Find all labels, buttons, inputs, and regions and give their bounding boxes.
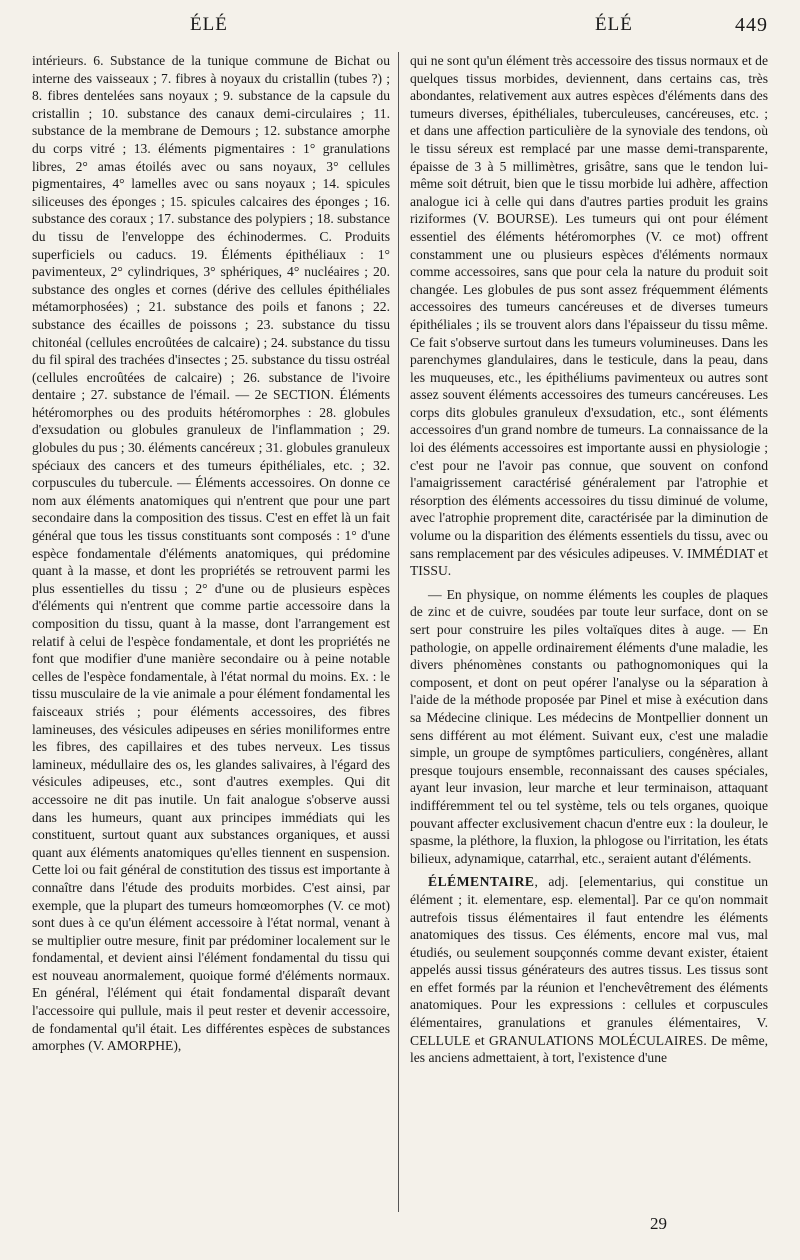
column-divider — [398, 52, 399, 1212]
left-column — [32, 52, 390, 1220]
running-head — [30, 14, 770, 44]
entry-headword: ÉLÉMENTAIRE — [428, 874, 535, 890]
entry-elementaire — [410, 873, 768, 1067]
right-running-head: ÉLÉ — [595, 14, 633, 35]
signature-mark: 29 — [650, 1214, 667, 1233]
left-running-head: ÉLÉ — [190, 14, 228, 35]
right-column-text-2: — En physique, on nomme éléments les couples de plaques de zinc et de cuivre, soudées par toute leur surface, dont on se sert pour construire les piles voltaïques dites à auge. — En pathologie, on appelle ordinairement éléments d'une maladie, les divers phénomènes constants ou pathognomoniques qui la composent, et dont on peut opérer l'analyse ou la séparation à l'aide de la méthode proposée par Pinel et mise à exécution dans sa Médecine clinique. Les médecins de Montpellier donnent un sens différent au mot élément. Suivant eux, c'est une maladie simple, un groupe de symptômes particuliers, congénères, allant presque toujours ensemble, reconnaissant des causes spéciales, ayant leur invasion, leur marche et leur terminaison, attaquant indifféremment tel ou tel système, tels ou tels organes, quoique pouvant affecter exclusivement chacun d'entre eux : la douleur, le spasme, la pléthore, la fluxion, la phlogose ou l'irritation, les états bilieux, adynamique, catarrhal, etc., seraient autant d'éléments. — [410, 586, 768, 866]
entry-body: , adj. [elementarius, qui constitue un élément ; it. elementare, esp. elemental]. Par ce qu'on nommait autrefois tissus élémentaires il faut entendre les éléments anatomiques des tissus. Ces éléments, encore mal vus, mal étudiés, ou seulement soupçonnés comme devant exister, étaient appelés aussi tissus générateurs des autres tissus. Les tissus sont en effet formés par la réunion et l'enchevêtrement des éléments anatomiques. Pour les expressions : cellules et corpuscules élémentaires, granulations et granules élémentaires, V. CELLULE et GRANULATIONS MOLÉCULAIRES. De même, les anciens admettaient, à tort, l'existence d'une — [410, 874, 768, 1066]
right-column — [410, 52, 768, 1220]
page-number: 449 — [735, 14, 768, 36]
right-column-text-1: qui ne sont qu'un élément très accessoire des tissus normaux et de quelques tissus morbides, deviennent, dans certains cas, très abondantes, relativement aux autres espèces d'éléments dans des tumeurs diverses, épithéliales, tuberculeuses, cancéreuses, etc. ; et dans une affection particulière de la synoviale des tendons, où le tissu séreux est remplacé par une masse demi-transparente, épaisse de 3 à 5 millimètres, grisâtre, sans que le tendon lui-même soit détruit, bien que le tissu morbide lui adhère, affection analogue ici à celle qui dans d'autres parties produit les grains riziformes (V. BOURSE). Les tumeurs qui ont pour élément essentiel des éléments hétéromorphes (V. ce mot) offrent constamment une ou plusieurs espèces d'éléments normaux comme accessoires, sans que pour cela la nature du produit soit changée. Les globules de pus sont assez fréquemment éléments accessoires des tumeurs cancéreuses et de diverses tumeurs épithéliales ; ils se trouvent alors dans l'épaisseur du tissu même. Ce fait s'observe surtout dans les tumeurs volumineuses. Dans les parenchymes glandulaires, dans le testicule, dans la peau, dans les muqueuses, etc., les épithéliums pavimenteux ou autres sont assez souvent éléments accessoires des tumeurs cancéreuses. Les corps dits globules granuleux d'exsudation, etc., sont éléments accessoires d'un grand nombre de tumeurs. La connaissance de la loi des éléments accessoires est importante aussi en physiologie ; c'est pour ne l'avoir pas connue, que souvent on confond l'amaigrissement caractérisé généralement par l'atrophie et résorption des éléments accessoires du tissu diminué de volume, avec l'atrophie proprement dite, caractérisée par la diminution de volume ou la disparition des éléments essentiels du tissu, avec ou sans remplacement par des vésicules adipeuses. V. IMMÉDIAT et TISSU. — [410, 53, 768, 579]
left-column-text: intérieurs. 6. Substance de la tunique commune de Bichat ou interne des vaisseaux ; 7. fibres à noyaux du cristallin (tubes ?) ; 8. fibres dentelées sans noyaux ; 9. substance de la capsule du cristallin ; 10. substance des canaux demi-circulaires ; 11. substance de la membrane de Demours ; 12. substance amorphe du corps vitré ; 13. éléments pigmentaires : 1° granulations libres, 2° amas étoilés avec ou sans noyaux, 3° cellules pigmentaires, 4° lamelles avec ou sans noyaux ; 14. spicules siliceuses des éponges ; 15. spicules calcaires des éponges ; 16. substance des coraux ; 17. substance des polypiers ; 18. substance du tissu de l'enveloppe des échinodermes. C. Produits superficiels ou caducs. 19. Éléments épithéliaux : 1° pavimenteux, 2° cylindriques, 3° sphériques, 4° nucléaires ; 20. substance des ongles et cornes (dérive des cellules épithéliales métamorphosées) ; 21. substance des poils et fanons ; 22. substance des écailles de poissons ; 23. substance du tissu chitonéal (cellules encroûtées de calcaire) ; 24. substance du tissu du fil spiral des trachées d'insectes ; 25. substance du tissu ostréal (cellules encroûtées de calcaire) ; 26. substance de l'ivoire dentaire ; 27. substance de l'émail. — 2e SECTION. Éléments hétéromorphes ou des produits hétéromorphes : 28. globules d'exsudation ou globules granuleux de l'inflammation ; 29. globules du pus ; 30. éléments cancéreux ; 31. globules granuleux spéciaux des cancers et des tumeurs épithéliales, etc. ; 32. corpuscules du tubercule. — Éléments accessoires. On donne ce nom aux éléments anatomiques qui n'entrent que pour une part secondaire dans la composition des tissus. C'est en effet là un fait général que tous les tissus constituants sont composés : 1° d'une espèce fondamentale d'éléments anatomiques, qui prédomine quant à la masse, et dont les propriétés se retrouvent parmi les plus essentielles du tissu ; 2° d'une ou de plusieurs espèces d'éléments qui n'entrent que comme partie accessoire dans la composition du tissu, quant à la masse, dont l'arrangement est relatif à celui de l'espèce fondamentale, et dont les propriétés ne font que modifier d'une manière secondaire ou à peine notable celles de l'espèce fondamentale, à l'état normal du moins. Ex. : le tissu musculaire de la vie animale a pour élément fondamental les faisceaux striés ; pour éléments accessoires, des fibres lamineuses, des vésicules adipeuses en séries moniliformes entre les fibres, des capillaires et des tubes nerveux. Les tissus lamineux, médullaire des os, les glandes salivaires, à l'égard des vésicules adipeuses, etc., sont d'autres exemples. Qui dit accessoire ne dit pas inutile. Un fait analogue s'observe aussi dans les humeurs, quant aux principes immédiats qui les constituent, surtout quant aux substances organiques, et aussi quant aux éléments anatomiques qu'elles tiennent en suspension. Cette loi ou fait général de constitution des tissus est importante à connaître dans l'étude des produits morbides. C'est ainsi, par exemple, que la plupart des tumeurs homœomorphes (V. ce mot) sont dues à ce qu'un élément accessoire à l'état normal, venant à se multiplier outre mesure, finit par prédominer localement sur le fondamental, et devient ainsi l'élément fondamental du tissu qui est nouveau anormalement, quoique formé d'éléments normaux. En général, l'élément qui était fondamental disparaît devant l'accessoire qui pullule, mais il peut rester et devenir accessoire, de fondamental qu'il était. Les différentes espèces de substances amorphes (V. AMORPHE), — [32, 53, 390, 1054]
